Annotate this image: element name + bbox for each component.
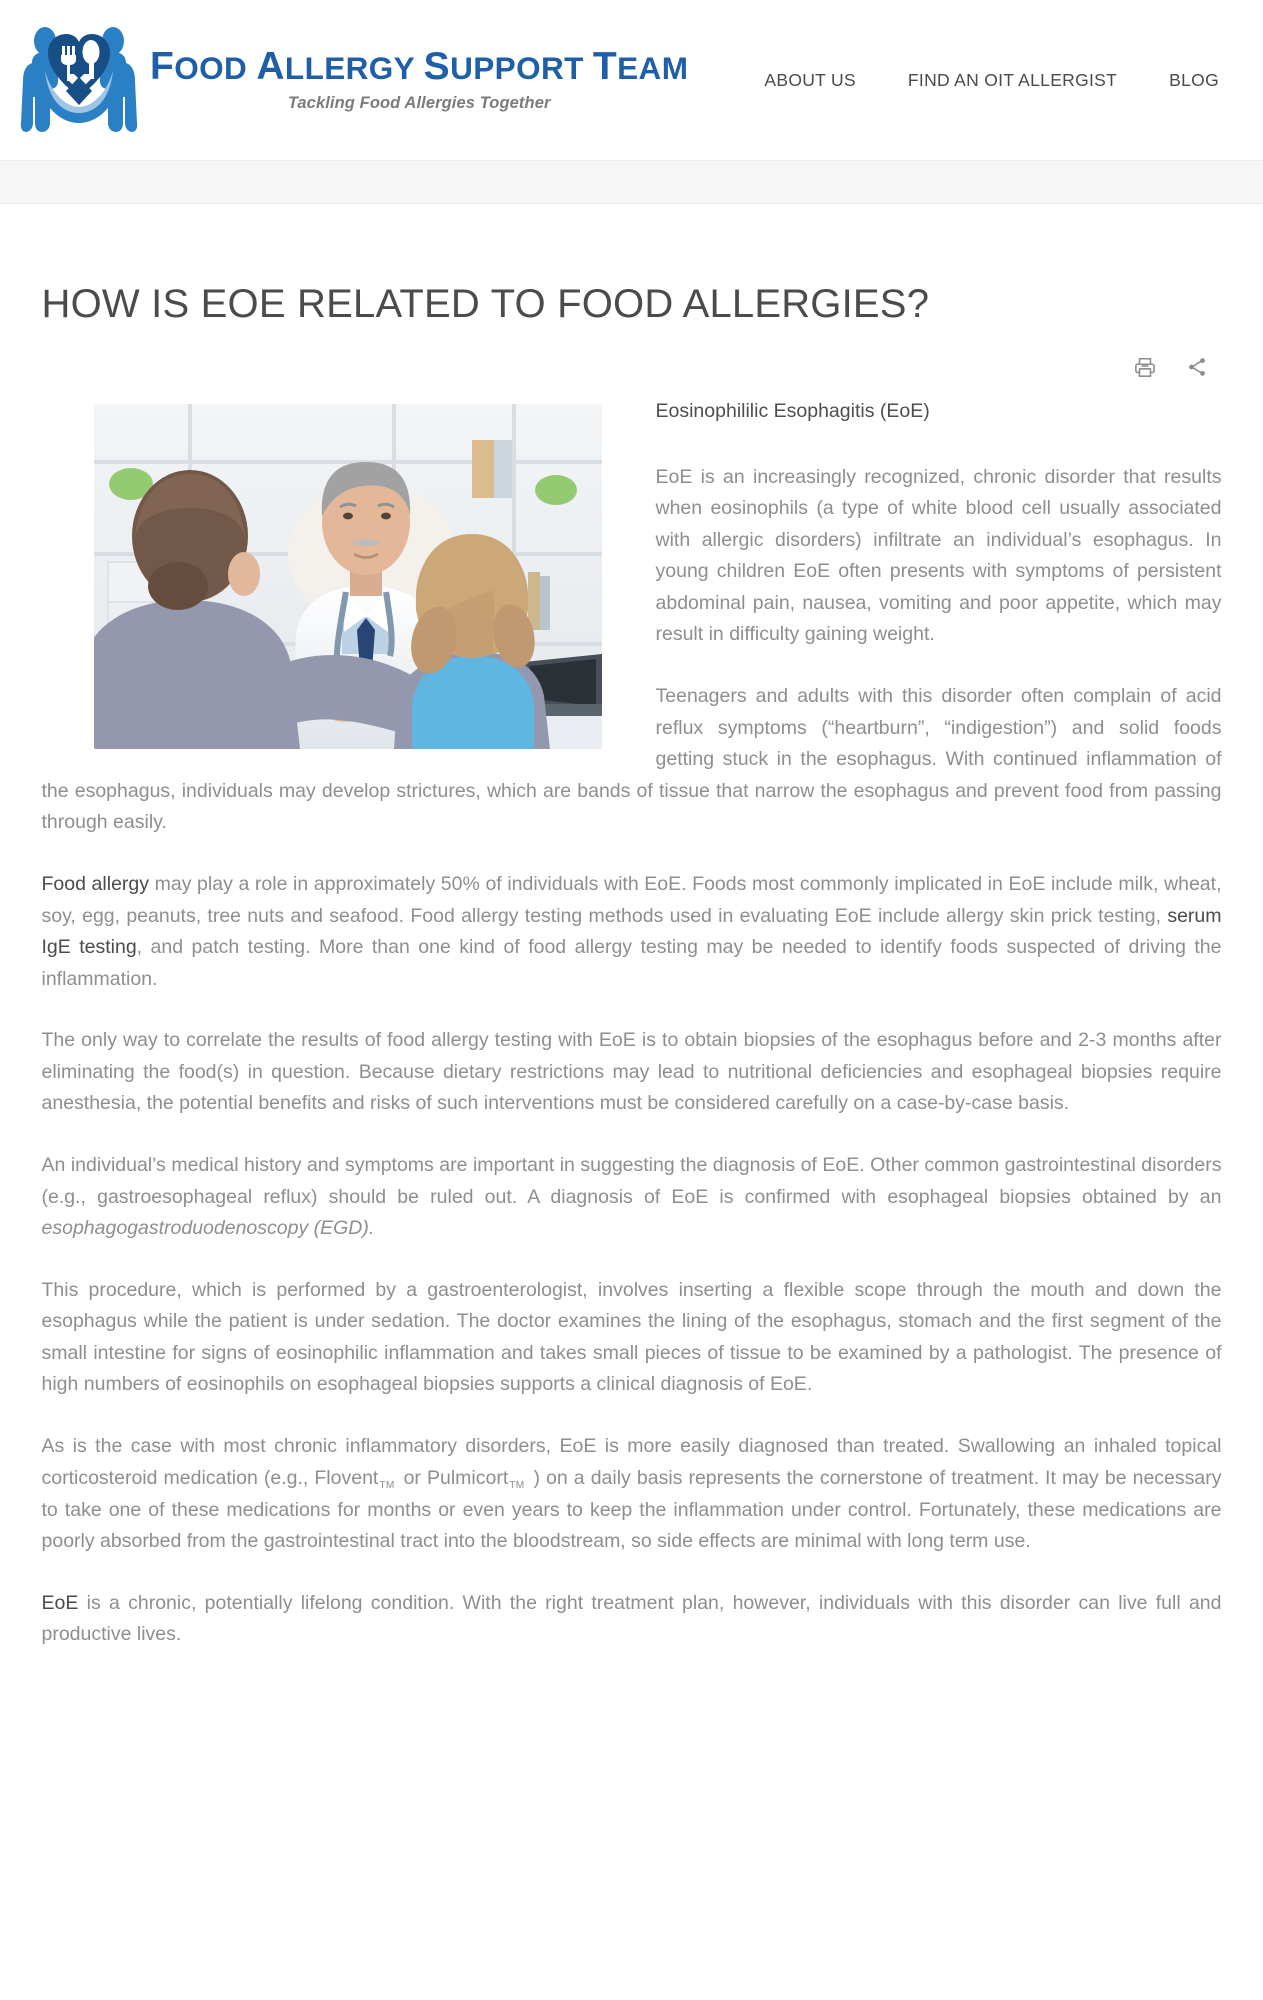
article-paragraph-8 (42, 1588, 1222, 1651)
paragraph-7-text-b: or Pulmicort (403, 1466, 509, 1489)
paragraph-5-text: An individual’s medical history and symptoms are important in suggesting the diagnosis of EoE. Other common gastrointestinal disorders (e.g., gastroesophageal reflux) should be ruled out. A diagnosis of EoE is confirmed with esophageal biopsies obtained by an (41, 1153, 1222, 1208)
article-paragraph-2: Teenagers and adults with this disorder often complain of acid reflux symptoms (“heartburn”, “indigestion”) and solid foods getting stuck in the esophagus. With continued inflammation of the esophagus, individuals may develop strictures, which are bands of tissue that narrow the esophagus and prevent food from passing through easily. (41, 685, 1222, 834)
article-body (42, 396, 1222, 1681)
trademark-symbol-pulmicort: TM (509, 1480, 525, 1492)
link-food-allergy[interactable]: Food allergy (41, 872, 149, 895)
brand-logo-link[interactable] (18, 19, 688, 141)
brand-title: FOOD ALLERGY SUPPORT TEAM (150, 44, 689, 88)
page-main (0, 280, 1263, 1681)
term-egd: esophagogastroduodenoscopy (EGD). (41, 1217, 375, 1240)
article-lead-image (94, 404, 602, 749)
link-serum-ige-testing[interactable]: serum IgE testing (41, 904, 1222, 959)
article-paragraph-3 (42, 869, 1222, 995)
brand-tagline: Tackling Food Allergies Together (287, 94, 551, 113)
paragraph-7-text-c: ) on a daily basis represents the cornerstone of treatment. It may be necessary to take one of these medications for months or even years to keep the inflammation under control. Fortunately, these medications are poorly absorbed from the gastrointestinal tract into the bloodstream, so side effects are minimal with long term use. (41, 1466, 1222, 1553)
article-action-bar (42, 356, 1222, 378)
nav-link-blog[interactable]: BLOG (1169, 69, 1219, 90)
content-container (42, 280, 1222, 1681)
paragraph-3-text-b: , and patch testing. More than one kind of food allergy testing may be needed to identify foods suspected of driving the inflammation. (41, 936, 1222, 990)
link-eoe[interactable]: EoE (41, 1591, 79, 1614)
site-header (0, 0, 1263, 160)
nav-link-find-an-oit-allergist[interactable]: FIND AN OIT ALLERGIST (907, 69, 1118, 90)
breadcrumb-bar (0, 160, 1263, 204)
food-allergy-support-team-logo-icon (18, 19, 140, 141)
trademark-symbol-flovent: TM (379, 1480, 395, 1492)
paragraph-8-text: is a chronic, potentially lifelong condition. With the right treatment plan, however, individuals with this disorder can live full and productive lives. (41, 1591, 1222, 1646)
brand-text (150, 44, 689, 114)
share-icon[interactable] (1186, 356, 1208, 378)
nav-link-about-us[interactable]: ABOUT US (764, 69, 856, 90)
page-title: HOW IS EOE RELATED TO FOOD ALLERGIES? (41, 282, 930, 326)
article-paragraph-4: The only way to correlate the results of food allergy testing with EoE is to obtain biopsies of the esophagus before and 2-3 months after eliminating the food(s) in question. Because dietary restrictions may lead to nutritional deficiencies and esophageal biopsies require anesthesia, the potential benefits and risks of such interventions must be considered carefully on a case-by-case basis. (41, 1029, 1222, 1115)
article-paragraph-7 (42, 1431, 1222, 1558)
article-paragraph-6: This procedure, which is performed by a gastroenterologist, involves inserting a flexible scope through the mouth and down the esophagus while the patient is under sedation. The doctor examines the lining of the esophagus, stomach and the first segment of the small intestine for signs of eosinophilic inflammation and takes small pieces of tissue to be examined by a pathologist. The presence of high numbers of eosinophils on esophageal biopsies supports a clinical diagnosis of EoE. (41, 1278, 1222, 1396)
article-paragraph-1: EoE is an increasingly recognized, chronic disorder that results when eosinophils (a type of white blood cell usually associated with allergic disorders) infiltrate an individual’s esophagus. In young children EoE often presents with symptoms of persistent abdominal pain, nausea, vomiting and poor appetite, which may result in difficulty gaining weight. (655, 465, 1222, 646)
article-subhead: Eosinophililic Esophagitis (EoE) (655, 400, 930, 422)
print-icon[interactable] (1134, 356, 1156, 378)
paragraph-3-text-a: may play a role in approximately 50% of individuals with EoE. Foods most commonly implicated in EoE include milk, wheat, soy, egg, peanuts, tree nuts and seafood. Food allergy testing methods used in evaluating EoE include allergy skin prick testing, (41, 872, 1222, 927)
paragraph-7-text-a: As is the case with most chronic inflammatory disorders, EoE is more easily diagnosed than treated. Swallowing an inhaled topical corticosteroid medication (e.g., Flovent (41, 1435, 1222, 1489)
article-paragraph-5 (42, 1150, 1222, 1245)
main-navigation (764, 70, 1223, 91)
